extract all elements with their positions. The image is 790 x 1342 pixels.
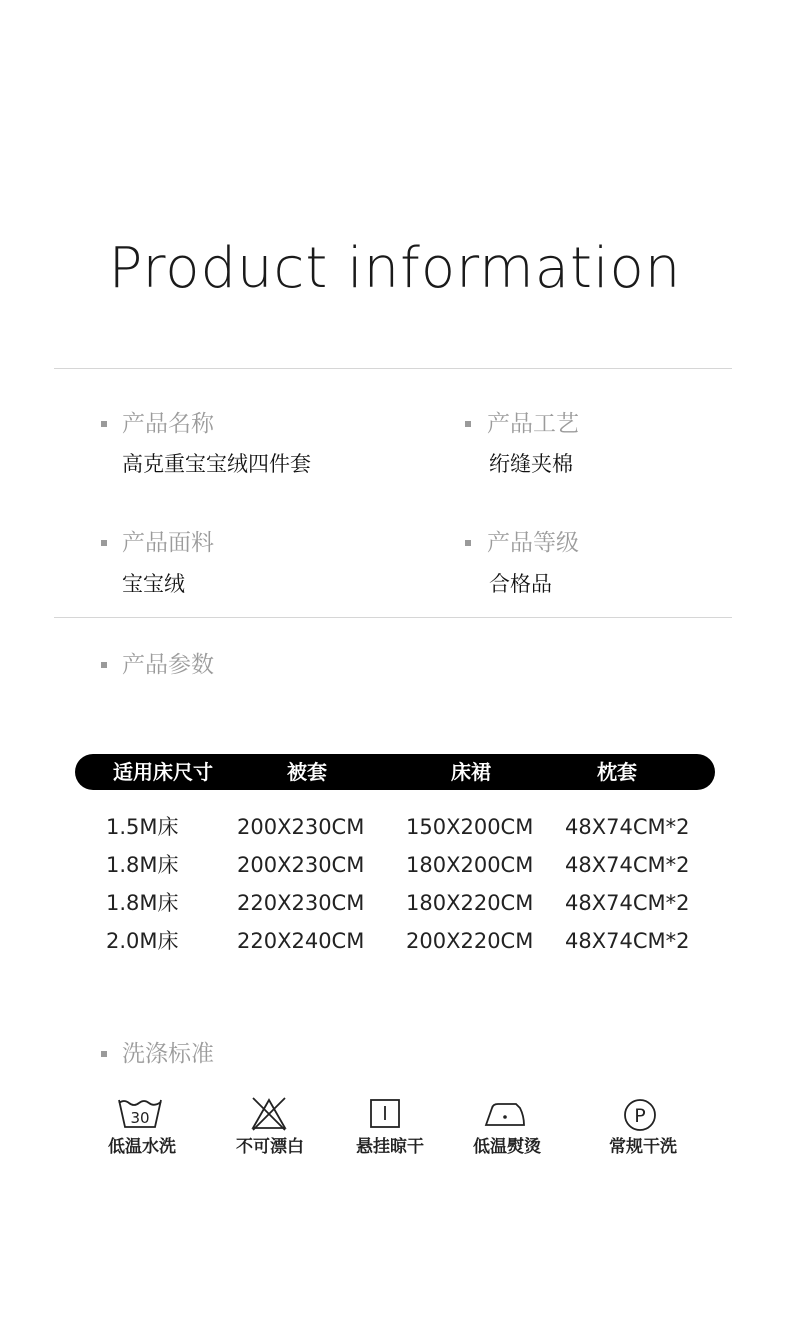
bullet-marker [101, 1051, 107, 1057]
table-cell: 220X240CM [237, 929, 365, 953]
wash-30-icon [116, 1097, 164, 1131]
table-cell: 200X230CM [237, 853, 365, 877]
table-header-cell: 床裙 [451, 760, 491, 784]
table-cell: 200X230CM [237, 815, 365, 839]
table-header-cell: 枕套 [597, 760, 637, 784]
dry-clean-p-icon [622, 1097, 658, 1133]
table-cell: 48X74CM*2 [565, 891, 690, 915]
iron-low-icon [484, 1100, 526, 1128]
info-value-craft: 绗缝夹棉 [489, 452, 573, 476]
hang-dry-icon [369, 1098, 403, 1130]
table-cell: 1.5M床 [106, 815, 179, 839]
table-cell: 2.0M床 [106, 929, 179, 953]
bullet-marker [465, 540, 471, 546]
info-value-fabric: 宝宝绒 [122, 572, 185, 596]
divider-middle [54, 617, 732, 618]
bullet-marker [101, 421, 107, 427]
table-cell: 1.8M床 [106, 891, 179, 915]
care-item-label: 低温水洗 [108, 1137, 176, 1157]
table-cell: 1.8M床 [106, 853, 179, 877]
care-item-label: 常规干洗 [609, 1137, 677, 1157]
care-item-label: 悬挂晾干 [356, 1137, 424, 1157]
table-cell: 200X220CM [406, 929, 534, 953]
bullet-marker [101, 540, 107, 546]
info-label-craft: 产品工艺 [487, 411, 579, 437]
info-value-grade: 合格品 [489, 572, 552, 596]
table-header-cell: 适用床尺寸 [113, 760, 213, 784]
table-cell: 220X230CM [237, 891, 365, 915]
table-cell: 180X200CM [406, 853, 534, 877]
info-value-name: 高克重宝宝绒四件套 [122, 452, 311, 476]
bullet-marker [465, 421, 471, 427]
table-cell: 180X220CM [406, 891, 534, 915]
svg-text:P: P [634, 1105, 646, 1127]
info-label-fabric: 产品面料 [122, 530, 214, 556]
divider-top [54, 368, 732, 369]
bullet-marker [101, 662, 107, 668]
care-label: 洗涤标准 [122, 1041, 214, 1067]
table-cell: 150X200CM [406, 815, 534, 839]
table-cell: 48X74CM*2 [565, 815, 690, 839]
table-header-cell: 被套 [287, 760, 327, 784]
no-bleach-icon [250, 1096, 288, 1132]
svg-text:30: 30 [130, 1109, 150, 1127]
size-table-header [75, 754, 715, 790]
page-title: Product information [108, 236, 682, 301]
table-cell: 48X74CM*2 [565, 853, 690, 877]
info-label-grade: 产品等级 [487, 530, 579, 556]
params-label: 产品参数 [122, 652, 214, 678]
care-item-label: 低温熨烫 [473, 1137, 541, 1157]
table-cell: 48X74CM*2 [565, 929, 690, 953]
care-item-label: 不可漂白 [236, 1137, 304, 1157]
info-label-name: 产品名称 [122, 411, 214, 437]
